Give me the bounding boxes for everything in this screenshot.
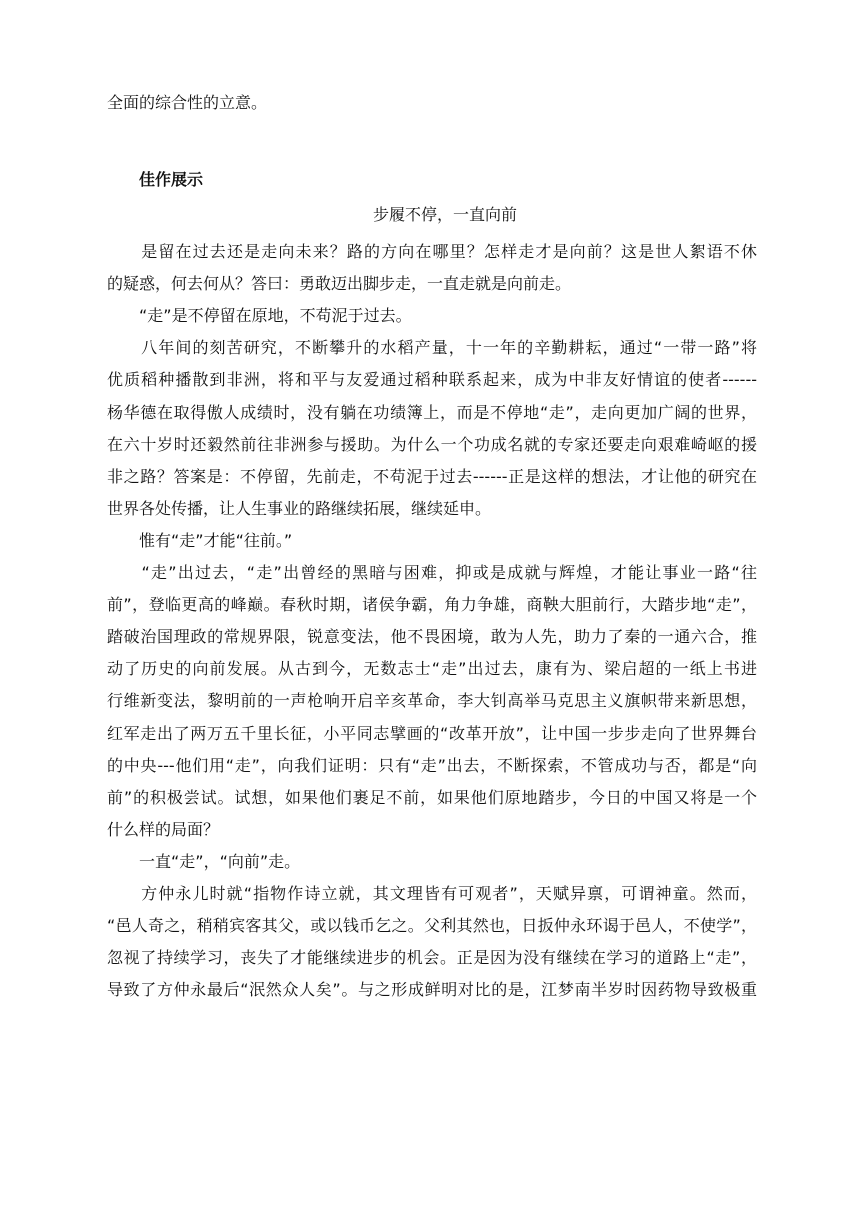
essay-line: “走”是不停留在原地，不苟泥于过去。 bbox=[107, 306, 412, 325]
essay-line: 的疑惑，何去何从？答曰：勇敢迈出脚步走，一直走就是向前走。 bbox=[107, 274, 572, 293]
essay-line: 的中央---他们用“走”，向我们证明：只有“走”出去，不断探索，不管成功与否，都是“向 bbox=[107, 756, 757, 775]
essay-line: 什么样的局面？ bbox=[107, 820, 220, 839]
essay-line: 忽视了持续学习，丧失了才能继续进步的机会。正是因为没有继续在学习的道路上“走”， bbox=[107, 948, 757, 967]
essay-line: 方仲永儿时就“指物作诗立就，其文理皆有可观者”，天赋异禀，可谓神童。然而， bbox=[107, 884, 757, 903]
essay-line: 惟有“走”才能“往前。” bbox=[107, 531, 293, 550]
intro-tail-line: 全面的综合性的立意。 bbox=[107, 93, 268, 112]
essay-line: 八年间的刻苦研究，不断攀升的水稻产量，十一年的辛勤耕耘，通过“一带一路”将 bbox=[107, 338, 757, 357]
essay-line: 世界各处传播，让人生事业的路继续拓展，继续延申。 bbox=[107, 499, 492, 518]
section-heading: 佳作展示 bbox=[139, 170, 204, 189]
essay-line: 优质稻种播散到非洲，将和平与友爱通过稻种联系起来，成为中非友好情谊的使者------ bbox=[107, 370, 757, 389]
essay-line: “走”出过去，“走”出曾经的黑暗与困难，抑或是成就与辉煌，才能让事业一路“往 bbox=[107, 563, 757, 582]
essay-line: 前”的积极尝试。试想，如果他们裹足不前，如果他们原地踏步，今日的中国又将是一个 bbox=[107, 788, 757, 807]
essay-title: 步履不停，一直向前 bbox=[372, 205, 517, 224]
essay-line: 行维新变法，黎明前的一声枪响开启辛亥革命，李大钊高举马克思主义旗帜带来新思想， bbox=[107, 691, 757, 710]
essay-line: 非之路？答案是：不停留，先前走，不苟泥于过去------正是这样的想法，才让他的研究在 bbox=[107, 467, 757, 486]
essay-line: 是留在过去还是走向未来？路的方向在哪里？怎样走才是向前？这是世人絮语不休 bbox=[107, 242, 757, 261]
essay-line: “邑人奇之，稍稍宾客其父，或以钱币乞之。父利其然也，日扳仲永环谒于邑人，不使学”， bbox=[107, 916, 757, 935]
essay-line: 一直“走”，“向前”走。 bbox=[107, 852, 301, 871]
essay-line: 在六十岁时还毅然前往非洲参与援助。为什么一个功成名就的专家还要走向艰难崎岖的援 bbox=[107, 435, 757, 454]
essay-line: 杨华德在取得傲人成绩时，没有躺在功绩簿上，而是不停地“走”，走向更加广阔的世界， bbox=[107, 403, 757, 422]
essay-line: 动了历史的向前发展。从古到今，无数志士“走”出过去，康有为、梁启超的一纸上书进 bbox=[107, 659, 757, 678]
essay-line: 踏破治国理政的常规界限，锐意变法，他不畏困境，敢为人先，助力了秦的一通六合，推 bbox=[107, 627, 757, 646]
essay-line: 导致了方仲永最后“泯然众人矣”。与之形成鲜明对比的是，江梦南半岁时因药物导致极重 bbox=[107, 980, 757, 999]
essay-line: 前”，登临更高的峰巅。春秋时期，诸侯争霸，角力争雄，商鞅大胆前行，大踏步地“走”， bbox=[107, 595, 757, 614]
essay-line: 红军走出了两万五千里长征，小平同志擘画的“改革开放”，让中国一步步走向了世界舞台 bbox=[107, 724, 757, 743]
